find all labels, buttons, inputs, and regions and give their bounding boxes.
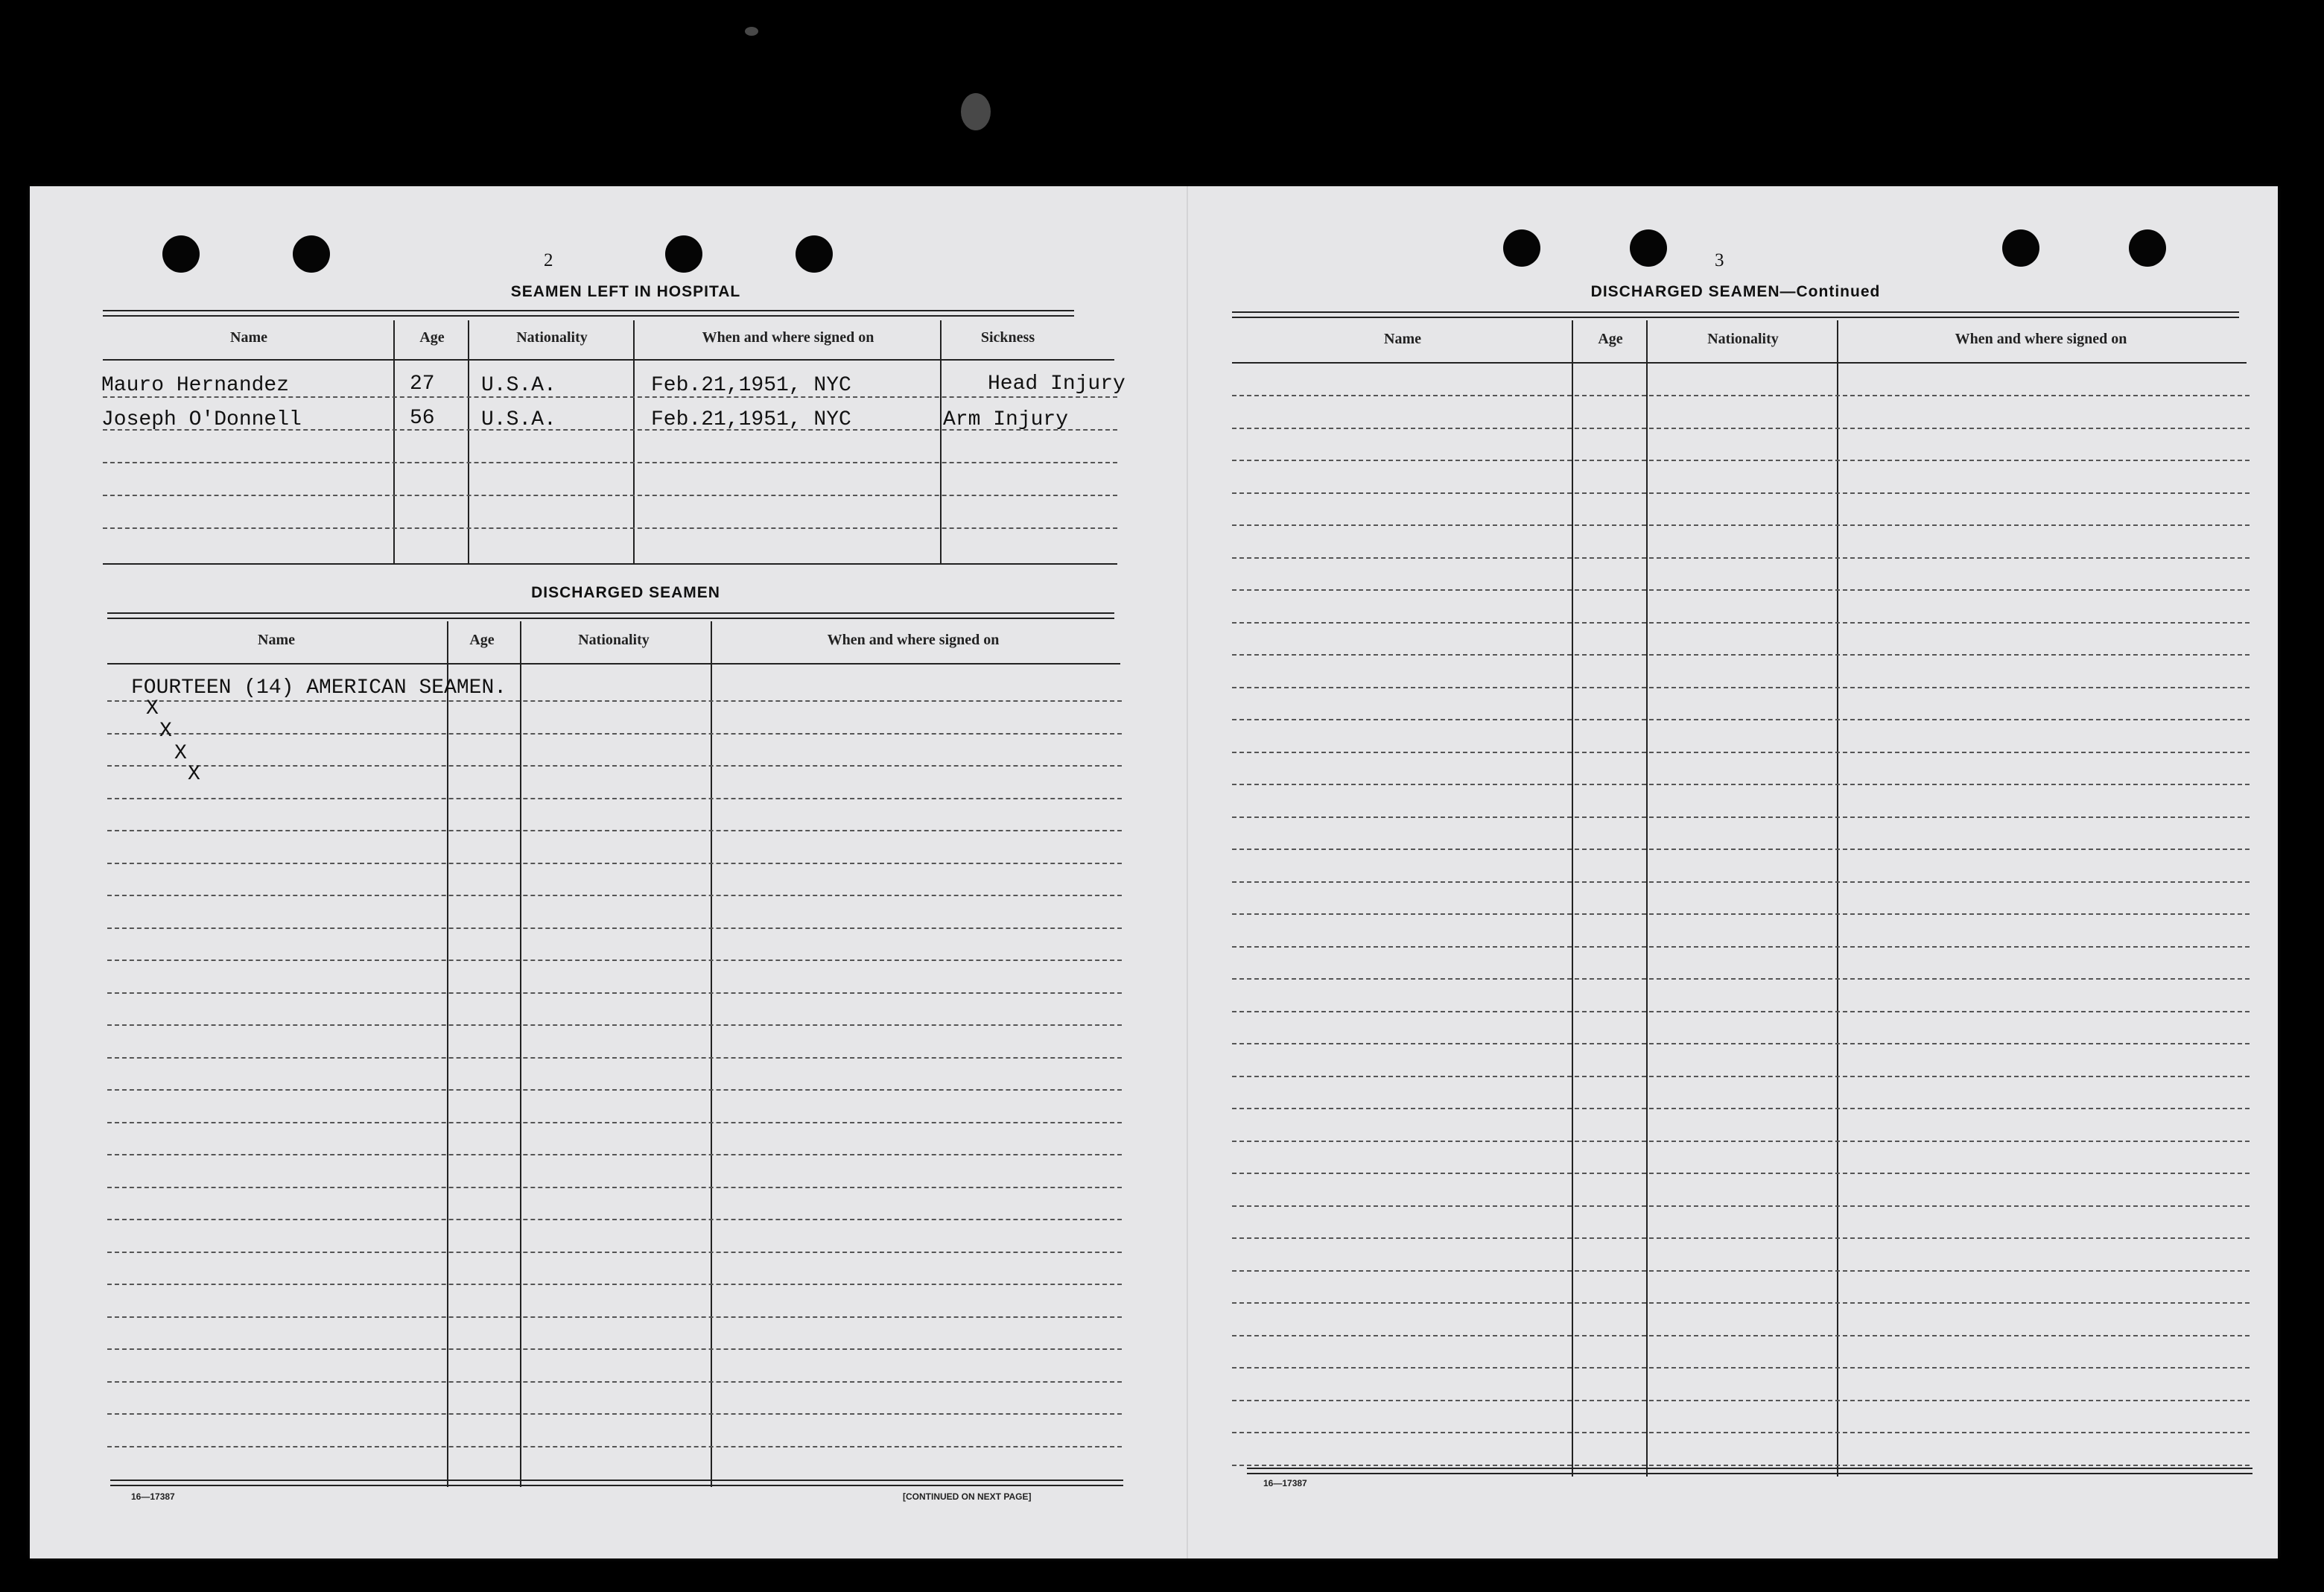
continued-col-nationality: Nationality bbox=[1707, 331, 1779, 347]
row-line bbox=[1232, 784, 2250, 785]
x-mark: X bbox=[188, 763, 200, 786]
seaman-sickness: Head Injury bbox=[988, 372, 1126, 396]
continued-bottom-rule bbox=[1247, 1468, 2252, 1474]
row-line bbox=[107, 700, 1122, 702]
row-line bbox=[107, 1316, 1122, 1318]
row-line bbox=[1232, 1237, 2250, 1239]
row-line bbox=[1232, 849, 2250, 850]
row-line bbox=[107, 1284, 1122, 1285]
row-line bbox=[1232, 428, 2250, 429]
hospital-col-nationality: Nationality bbox=[516, 329, 588, 346]
continued-top-rule bbox=[1232, 311, 2239, 318]
seaman-age: 27 bbox=[410, 372, 435, 396]
row-line bbox=[1232, 1173, 2250, 1174]
row-line bbox=[1232, 946, 2250, 948]
hospital-col-name: Name bbox=[230, 329, 267, 346]
discharged-entry: FOURTEEN (14) AMERICAN SEAMEN. bbox=[131, 676, 507, 700]
row-line bbox=[1232, 881, 2250, 883]
discharged-col-signed-on: When and where signed on bbox=[827, 632, 1000, 648]
page-number: 3 bbox=[1715, 250, 1724, 270]
discharged-top-rule bbox=[107, 612, 1114, 619]
row-line bbox=[1232, 1076, 2250, 1077]
row-line bbox=[107, 927, 1122, 929]
form-sheet bbox=[30, 186, 2278, 1558]
row-line bbox=[1232, 557, 2250, 559]
row-line bbox=[107, 1381, 1122, 1383]
discharged-section-title: DISCHARGED SEAMEN bbox=[531, 584, 720, 601]
scan-speck bbox=[745, 27, 758, 36]
continued-col-name: Name bbox=[1384, 331, 1421, 347]
row-line bbox=[103, 495, 1117, 496]
continued-col-signed-on: When and where signed on bbox=[1955, 331, 2127, 347]
seaman-name: Mauro Hernandez bbox=[101, 374, 290, 397]
row-line bbox=[107, 1089, 1122, 1091]
row-line bbox=[1232, 978, 2250, 980]
punch-hole bbox=[1503, 229, 1540, 267]
row-line bbox=[107, 765, 1122, 767]
column-divider bbox=[711, 621, 712, 1487]
row-line bbox=[107, 1154, 1122, 1155]
discharged-col-name: Name bbox=[258, 632, 295, 648]
discharged-col-age: Age bbox=[469, 632, 495, 648]
hospital-bottom-rule bbox=[103, 563, 1117, 565]
row-line bbox=[107, 1252, 1122, 1253]
punch-hole bbox=[162, 235, 200, 273]
page-fold bbox=[1187, 186, 1188, 1558]
row-line bbox=[1232, 687, 2250, 688]
hospital-top-rule bbox=[103, 310, 1074, 317]
row-line bbox=[107, 1446, 1122, 1447]
seaman-nationality: U.S.A. bbox=[481, 374, 556, 397]
row-line bbox=[1232, 589, 2250, 591]
discharged-header-rule bbox=[107, 663, 1120, 665]
continued-section-title: DISCHARGED SEAMEN—Continued bbox=[1590, 283, 1881, 300]
hospital-col-age: Age bbox=[419, 329, 445, 346]
row-line bbox=[107, 895, 1122, 896]
row-line bbox=[1232, 1205, 2250, 1207]
seaman-signed-on: Feb.21,1951, NYC bbox=[651, 408, 851, 431]
seaman-nationality: U.S.A. bbox=[481, 408, 556, 431]
row-line bbox=[107, 1122, 1122, 1123]
form-number: 16—17387 bbox=[131, 1491, 175, 1502]
row-line bbox=[1232, 719, 2250, 720]
scan-speck bbox=[961, 93, 991, 130]
row-line bbox=[107, 1413, 1122, 1415]
row-line bbox=[1232, 1011, 2250, 1012]
row-line bbox=[1232, 752, 2250, 753]
seaman-signed-on: Feb.21,1951, NYC bbox=[651, 374, 851, 397]
row-line bbox=[107, 1024, 1122, 1026]
punch-hole bbox=[1630, 229, 1667, 267]
hospital-section-title: SEAMEN LEFT IN HOSPITAL bbox=[510, 283, 741, 300]
row-line bbox=[1232, 1367, 2250, 1369]
row-line bbox=[1232, 654, 2250, 656]
page-number: 2 bbox=[544, 250, 553, 270]
continued-note: [CONTINUED ON NEXT PAGE] bbox=[903, 1491, 1032, 1502]
x-mark: X bbox=[146, 697, 159, 720]
row-line bbox=[107, 1348, 1122, 1350]
punch-hole bbox=[293, 235, 330, 273]
discharged-bottom-rule bbox=[110, 1480, 1123, 1486]
seaman-name: Joseph O'Donnell bbox=[101, 408, 302, 431]
row-line bbox=[1232, 460, 2250, 461]
continued-col-age: Age bbox=[1598, 331, 1623, 347]
row-line bbox=[107, 1187, 1122, 1188]
x-mark: X bbox=[159, 720, 172, 743]
row-line bbox=[1232, 524, 2250, 526]
row-line bbox=[1232, 1335, 2250, 1336]
row-line bbox=[103, 462, 1117, 463]
row-line bbox=[1232, 1108, 2250, 1109]
row-line bbox=[1232, 1043, 2250, 1044]
row-line bbox=[107, 830, 1122, 831]
row-line bbox=[107, 863, 1122, 864]
row-line bbox=[107, 1219, 1122, 1220]
row-line bbox=[1232, 913, 2250, 915]
row-line bbox=[1232, 1302, 2250, 1304]
row-line bbox=[107, 1057, 1122, 1059]
punch-hole bbox=[665, 235, 702, 273]
form-number: 16—17387 bbox=[1263, 1478, 1307, 1488]
row-line bbox=[103, 527, 1117, 529]
punch-hole bbox=[2129, 229, 2166, 267]
row-line bbox=[1232, 1270, 2250, 1272]
row-line bbox=[1232, 1432, 2250, 1433]
punch-hole bbox=[2002, 229, 2039, 267]
row-line bbox=[1232, 622, 2250, 624]
hospital-col-signed-on: When and where signed on bbox=[702, 329, 874, 346]
hospital-col-sickness: Sickness bbox=[980, 329, 1035, 346]
row-line bbox=[107, 798, 1122, 799]
x-mark: X bbox=[174, 742, 187, 765]
discharged-col-nationality: Nationality bbox=[578, 632, 650, 648]
continued-header-rule bbox=[1232, 362, 2247, 364]
row-line bbox=[1232, 816, 2250, 818]
column-divider bbox=[447, 621, 448, 1487]
row-line bbox=[107, 733, 1122, 735]
row-line bbox=[1232, 492, 2250, 494]
row-line bbox=[107, 992, 1122, 994]
hospital-header-rule bbox=[103, 359, 1114, 361]
row-line bbox=[1232, 1465, 2250, 1466]
row-line bbox=[1232, 1400, 2250, 1401]
seaman-age: 56 bbox=[410, 407, 435, 430]
column-divider bbox=[520, 621, 521, 1487]
row-line bbox=[1232, 1141, 2250, 1142]
punch-hole bbox=[796, 235, 833, 273]
seaman-sickness: Arm Injury bbox=[943, 408, 1069, 431]
row-line bbox=[1232, 395, 2250, 396]
row-line bbox=[107, 960, 1122, 961]
